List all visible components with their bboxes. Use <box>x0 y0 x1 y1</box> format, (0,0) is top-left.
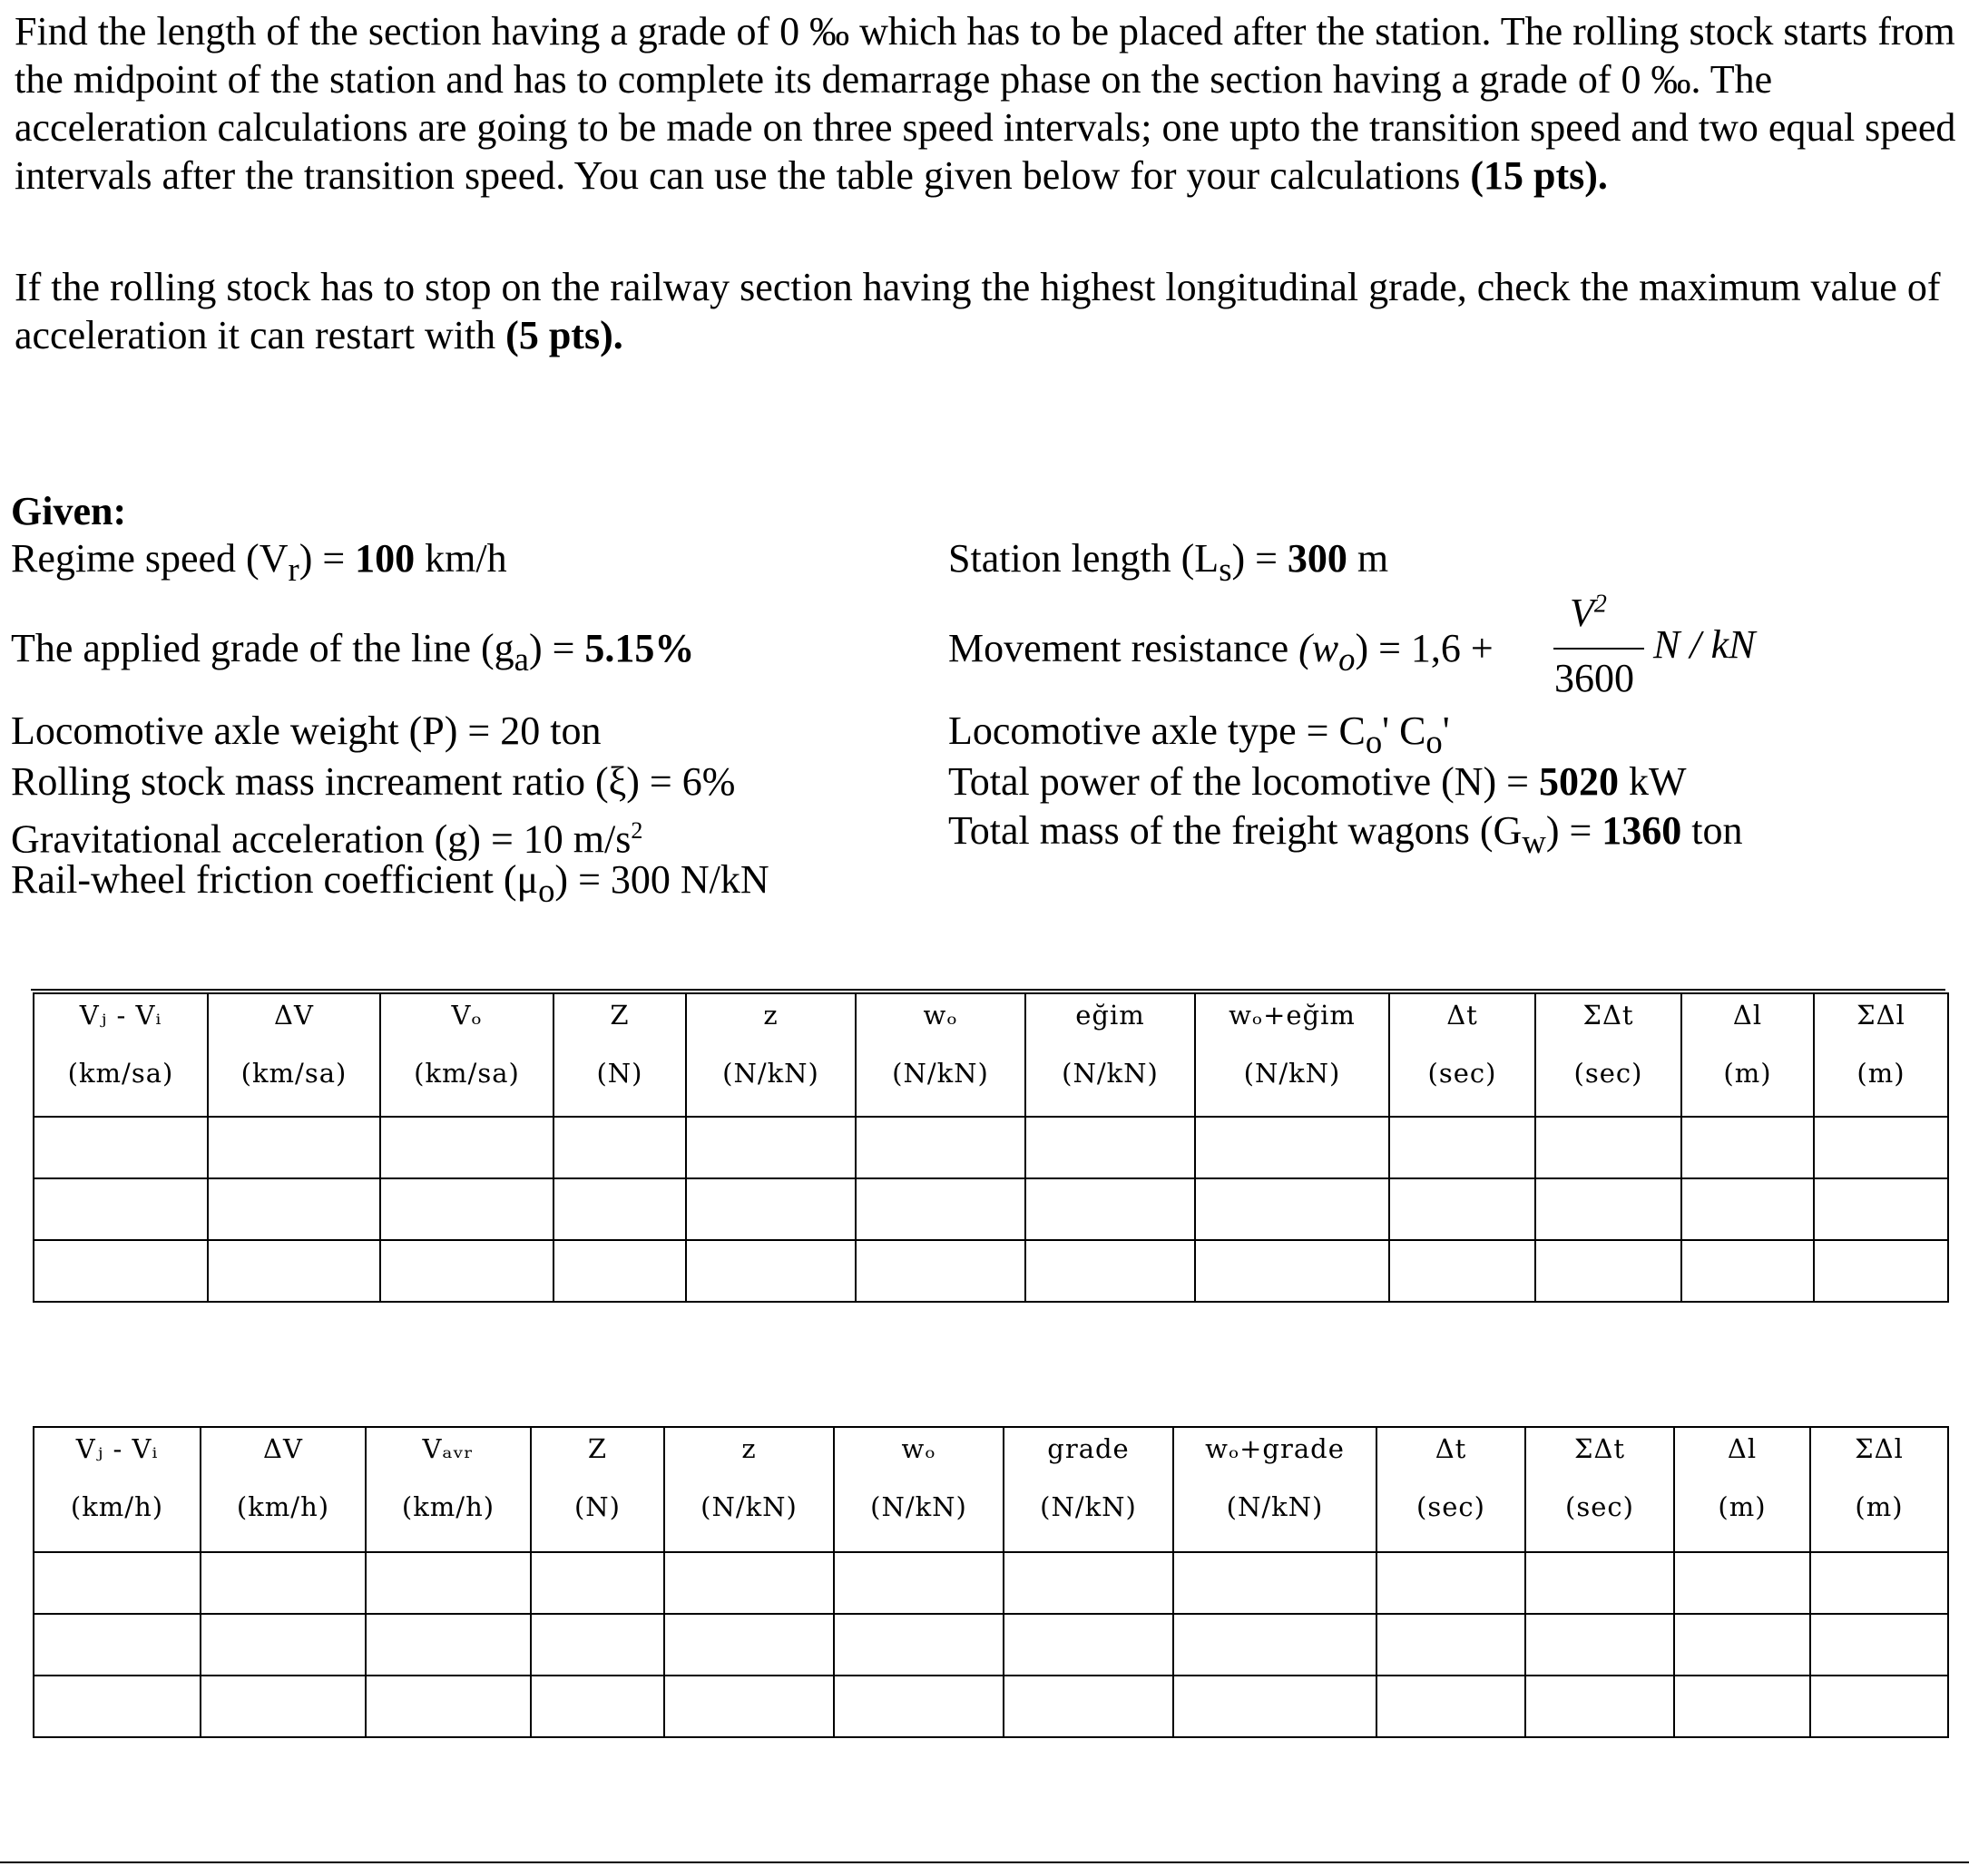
table2-header-cell <box>366 1427 531 1552</box>
table2-row <box>34 1676 1948 1737</box>
table2-cell[interactable] <box>1376 1614 1525 1676</box>
table2-cell[interactable] <box>366 1552 531 1614</box>
table1-h-top: wₒ+eğim <box>1229 1000 1356 1031</box>
table1-cell[interactable] <box>1195 1240 1389 1302</box>
movement-resistance-var-sub: o <box>1338 640 1356 678</box>
table2-cell[interactable] <box>201 1676 366 1737</box>
table2-cell[interactable] <box>664 1552 834 1614</box>
freight-mass-label: Total mass of the freight wagons (G <box>948 808 1523 853</box>
table1-h-top: z <box>763 1000 779 1031</box>
table2-h-top: ΣΔl <box>1855 1433 1904 1464</box>
axle-type-mid: ' C <box>1382 708 1426 753</box>
table2-row <box>34 1614 1948 1676</box>
table1-cell[interactable] <box>1025 1117 1195 1178</box>
movement-resistance-var: (w <box>1298 626 1339 670</box>
table1-header-cell <box>1535 993 1681 1117</box>
table2-h-top: Vⱼ - Vᵢ <box>75 1433 159 1464</box>
table2-cell[interactable] <box>1810 1552 1948 1614</box>
table1-h-unit: (N) <box>596 1058 643 1089</box>
table1-cell[interactable] <box>1814 1178 1948 1240</box>
table1-cell[interactable] <box>856 1240 1025 1302</box>
table1-header-cell <box>553 993 686 1117</box>
applied-grade-mid: ) = <box>528 626 585 670</box>
axle-type-sub1: o <box>1365 722 1383 760</box>
table1-h-unit: (N/kN) <box>722 1058 819 1089</box>
table1-cell[interactable] <box>208 1117 380 1178</box>
freight-mass-value: 1360 <box>1602 808 1682 853</box>
table1-cell[interactable] <box>1195 1178 1389 1240</box>
table1-cell[interactable] <box>380 1178 553 1240</box>
table2-h-unit: (km/h) <box>236 1491 330 1522</box>
total-power-unit: kW <box>1619 759 1687 804</box>
table1-header-cell <box>1814 993 1948 1117</box>
table1-h-top: wₒ <box>923 1000 958 1031</box>
question-part2-points: (5 pts). <box>505 313 623 357</box>
table1-cell[interactable] <box>208 1240 380 1302</box>
table1-h-unit: (N/kN) <box>1243 1058 1341 1089</box>
table1-row <box>34 1117 1948 1178</box>
table2-h-unit: (km/h) <box>70 1491 164 1522</box>
table2-row <box>34 1552 1948 1614</box>
axle-type <box>948 708 1450 766</box>
table2-header-cell <box>834 1427 1004 1552</box>
table2-cell[interactable] <box>1525 1614 1674 1676</box>
table2-cell[interactable] <box>1173 1676 1376 1737</box>
table2-h-top: Vₐᵥᵣ <box>422 1433 475 1464</box>
question-part2 <box>15 263 1956 359</box>
table1-cell[interactable] <box>208 1178 380 1240</box>
table2-cell[interactable] <box>366 1676 531 1737</box>
fraction-bar <box>1553 648 1644 650</box>
table1-h-top: Δl <box>1732 1000 1763 1031</box>
table2-cell[interactable] <box>531 1614 664 1676</box>
movement-resistance-eq: ) = 1,6 + <box>1355 626 1494 670</box>
table2-h-unit: (N/kN) <box>1226 1491 1324 1522</box>
table2-h-unit: (N) <box>573 1491 621 1522</box>
fraction-numerator <box>1570 590 1607 636</box>
table1-header-cell <box>208 993 380 1117</box>
axle-type-label: Locomotive axle type = C <box>948 708 1366 753</box>
table1-row <box>34 1178 1948 1240</box>
table1-h-top: Δt <box>1446 1000 1478 1031</box>
calc-table-1 <box>33 992 1949 1303</box>
table2-header-cell <box>664 1427 834 1552</box>
table1-cell[interactable] <box>553 1117 686 1178</box>
bottom-rule <box>0 1861 1969 1863</box>
table1-cell[interactable] <box>1814 1240 1948 1302</box>
table1-cell[interactable] <box>1814 1117 1948 1178</box>
applied-grade <box>11 625 694 683</box>
axle-type-end: ' <box>1442 708 1450 753</box>
freight-mass-unit: ton <box>1681 808 1743 853</box>
table1-cell[interactable] <box>1681 1240 1814 1302</box>
station-length-value: 300 <box>1287 536 1347 581</box>
table2-h-unit: (N/kN) <box>700 1491 798 1522</box>
table2-header-cell <box>1810 1427 1948 1552</box>
total-power <box>948 758 1687 806</box>
table2-cell[interactable] <box>34 1614 201 1676</box>
table1-cell[interactable] <box>1535 1240 1681 1302</box>
calc-table-2 <box>33 1426 1949 1738</box>
table2-h-unit: (km/h) <box>401 1491 495 1522</box>
gravity-label: Gravitational acceleration (g) = 10 m/s <box>11 816 632 862</box>
table2-header-row <box>34 1427 1948 1552</box>
table1-cell[interactable] <box>34 1178 208 1240</box>
table1-cell[interactable] <box>1389 1117 1535 1178</box>
friction-rest: ) = 300 N/kN <box>554 857 769 902</box>
table1-cell[interactable] <box>1195 1117 1389 1178</box>
table1-h-unit: (N/kN) <box>1062 1058 1159 1089</box>
table1-header-cell <box>856 993 1025 1117</box>
table2-cell[interactable] <box>1674 1676 1810 1737</box>
table1-h-top: ΣΔt <box>1582 1000 1634 1031</box>
table2-header-cell <box>1674 1427 1810 1552</box>
table1-cell[interactable] <box>1681 1178 1814 1240</box>
table2-h-unit: (m) <box>1718 1491 1767 1522</box>
table1-cell[interactable] <box>686 1240 856 1302</box>
station-length-unit: m <box>1347 536 1389 581</box>
table2-h-top: wₒ <box>901 1433 936 1464</box>
applied-grade-label: The applied grade of the line (g <box>11 626 514 670</box>
table1-header-cell <box>380 993 553 1117</box>
table1-h-top: Vⱼ - Vᵢ <box>79 1000 162 1031</box>
table2-cell[interactable] <box>1810 1676 1948 1737</box>
regime-speed-value: 100 <box>355 536 416 581</box>
applied-grade-sub: a <box>514 640 529 678</box>
table1-h-unit: (km/sa) <box>240 1058 348 1089</box>
table2-h-unit: (N/kN) <box>870 1491 967 1522</box>
station-length-label: Station length (L <box>948 536 1220 581</box>
table2-h-top: Δl <box>1727 1433 1758 1464</box>
table2-h-top: ΔV <box>263 1433 303 1464</box>
table2-h-top: Δt <box>1435 1433 1467 1464</box>
table2-cell[interactable] <box>834 1614 1004 1676</box>
table1-cell[interactable] <box>380 1117 553 1178</box>
table2-cell[interactable] <box>1004 1552 1173 1614</box>
table1-cell[interactable] <box>34 1240 208 1302</box>
table2-cell[interactable] <box>1525 1552 1674 1614</box>
table1-header-cell <box>686 993 856 1117</box>
table2-cell[interactable] <box>834 1676 1004 1737</box>
question-part1 <box>15 7 1956 200</box>
table1-cell[interactable] <box>1389 1178 1535 1240</box>
gravity-sup: 2 <box>631 817 643 844</box>
table1-cell[interactable] <box>380 1240 553 1302</box>
table1-cell[interactable] <box>553 1240 686 1302</box>
table1-h-top: eğim <box>1075 1000 1145 1031</box>
freight-mass <box>948 807 1743 865</box>
table2-h-unit: (sec) <box>1565 1491 1634 1522</box>
total-power-label: Total power of the locomotive (N) = <box>948 759 1539 804</box>
table2-cell[interactable] <box>1004 1614 1173 1676</box>
mass-ratio: Rolling stock mass increament ratio (ξ) = 6% <box>11 759 736 804</box>
regime-speed <box>11 535 507 593</box>
movement-resistance <box>948 625 1494 683</box>
table2-h-top: ΣΔt <box>1573 1433 1626 1464</box>
table2-cell[interactable] <box>34 1676 201 1737</box>
table1-h-unit: (N/kN) <box>892 1058 989 1089</box>
friction-coefficient <box>11 856 769 914</box>
freight-mass-sub: w <box>1522 822 1546 860</box>
table2-h-top: z <box>741 1433 757 1464</box>
table2-cell[interactable] <box>1810 1614 1948 1676</box>
table1-header-row <box>34 993 1948 1117</box>
fraction-numerator-sup: 2 <box>1593 590 1607 619</box>
table1-cell[interactable] <box>856 1178 1025 1240</box>
table2-cell[interactable] <box>664 1614 834 1676</box>
table1-h-top: Z <box>610 1000 630 1031</box>
station-length <box>948 535 1388 593</box>
table2-cell[interactable] <box>1674 1552 1810 1614</box>
table1-cell[interactable] <box>686 1117 856 1178</box>
friction-sub: o <box>538 871 555 909</box>
table2-cell[interactable] <box>34 1552 201 1614</box>
table2-cell[interactable] <box>1173 1552 1376 1614</box>
table2-cell[interactable] <box>531 1552 664 1614</box>
table2-cell[interactable] <box>664 1676 834 1737</box>
table2-cell[interactable] <box>1376 1676 1525 1737</box>
table2-h-unit: (sec) <box>1416 1491 1485 1522</box>
table1-header-cell <box>1389 993 1535 1117</box>
table1-h-top: ΔV <box>274 1000 314 1031</box>
table1-cell[interactable] <box>1535 1178 1681 1240</box>
table1-h-unit: (km/sa) <box>67 1058 174 1089</box>
regime-speed-label: Regime speed (V <box>11 536 289 581</box>
table1-h-top: Vₒ <box>451 1000 483 1031</box>
table2-header-cell <box>1376 1427 1525 1552</box>
table2-header-cell <box>201 1427 366 1552</box>
table1-cell[interactable] <box>553 1178 686 1240</box>
table1-header-cell <box>1025 993 1195 1117</box>
table2-header-cell <box>34 1427 201 1552</box>
table2-cell[interactable] <box>201 1614 366 1676</box>
table2-cell[interactable] <box>1376 1552 1525 1614</box>
table1-h-unit: (sec) <box>1573 1058 1643 1089</box>
table1-h-unit: (sec) <box>1427 1058 1497 1089</box>
table1-h-unit: (m) <box>1723 1058 1772 1089</box>
station-length-mid: ) = <box>1231 536 1288 581</box>
table1-cell[interactable] <box>1025 1240 1195 1302</box>
friction-label: Rail-wheel friction coefficient (μ <box>11 857 539 902</box>
table2-cell[interactable] <box>1525 1676 1674 1737</box>
gravity <box>11 807 642 864</box>
table1-cell[interactable] <box>686 1178 856 1240</box>
table1-cell[interactable] <box>1535 1117 1681 1178</box>
table1-row <box>34 1240 1948 1302</box>
table2-cell[interactable] <box>201 1552 366 1614</box>
table2-h-top: Z <box>587 1433 608 1464</box>
regime-speed-sub: r <box>288 550 299 588</box>
station-length-sub: s <box>1219 550 1232 588</box>
movement-resistance-unit: N / kN <box>1653 622 1756 667</box>
table1-cell[interactable] <box>856 1117 1025 1178</box>
table2-cell[interactable] <box>366 1614 531 1676</box>
given-title: Given: <box>11 489 127 533</box>
applied-grade-value: 5.15% <box>584 626 695 670</box>
table2-h-top: grade <box>1047 1433 1130 1464</box>
total-power-value: 5020 <box>1539 759 1619 804</box>
table2-h-unit: (m) <box>1855 1491 1904 1522</box>
table1-top-rule <box>31 989 1945 991</box>
regime-speed-unit: km/h <box>415 536 507 581</box>
question-part1-points: (15 pts). <box>1470 153 1608 198</box>
table1-cell[interactable] <box>1681 1117 1814 1178</box>
table2-h-top: wₒ+grade <box>1205 1433 1345 1464</box>
freight-mass-mid: ) = <box>1545 808 1602 853</box>
table1-header-cell <box>1681 993 1814 1117</box>
regime-speed-mid: ) = <box>299 536 356 581</box>
table2-cell[interactable] <box>834 1552 1004 1614</box>
table2-header-cell <box>1525 1427 1674 1552</box>
table1-cell[interactable] <box>1025 1178 1195 1240</box>
table1-header-cell <box>34 993 208 1117</box>
table2-header-cell <box>1173 1427 1376 1552</box>
table2-cell[interactable] <box>531 1676 664 1737</box>
table1-h-top: ΣΔl <box>1856 1000 1905 1031</box>
table1-h-unit: (m) <box>1856 1058 1905 1089</box>
table1-header-cell <box>1195 993 1389 1117</box>
table1-cell[interactable] <box>1389 1240 1535 1302</box>
table2-cell[interactable] <box>1004 1676 1173 1737</box>
table2-header-cell <box>531 1427 664 1552</box>
table1-cell[interactable] <box>34 1117 208 1178</box>
axle-type-sub2: o <box>1425 722 1443 760</box>
movement-resistance-label: Movement resistance <box>948 626 1299 670</box>
fraction-numerator-v: V <box>1570 591 1594 635</box>
question-part1-text: Find the length of the section having a grade of 0 ‰ which has to be placed after the station. The rolling stock starts from the midpoint of the station and has to complete its demarrage phase on the section having a grade of 0 ‰. The acceleration calculations are going to be made on three speed intervals; one upto the transition speed and two equal speed intervals after the transition speed. You can use the table given below for your calculations <box>15 9 1956 198</box>
axle-weight: Locomotive axle weight (P) = 20 ton <box>11 708 602 753</box>
table2-cell[interactable] <box>1674 1614 1810 1676</box>
question-part2-text: If the rolling stock has to stop on the railway section having the highest longitudinal grade, check the maximum value of acceleration it can restart with <box>15 265 1941 357</box>
table1-h-unit: (km/sa) <box>414 1058 520 1089</box>
table2-h-unit: (N/kN) <box>1040 1491 1137 1522</box>
table2-header-cell <box>1004 1427 1173 1552</box>
table2-cell[interactable] <box>1173 1614 1376 1676</box>
fraction-denominator: 3600 <box>1554 656 1634 700</box>
